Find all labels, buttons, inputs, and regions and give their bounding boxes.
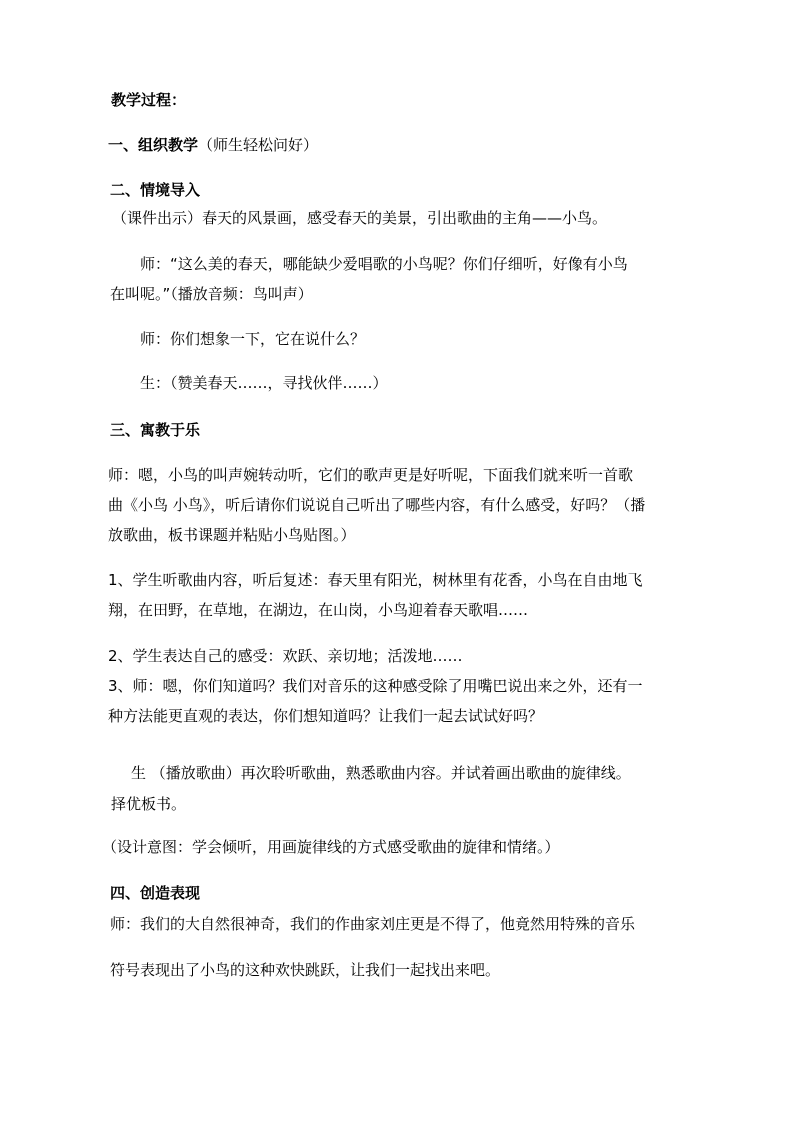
section-2-paragraph-2-line-1: 师：“这么美的春天，哪能缺少爱唱歌的小鸟呢？你们仔细听，好像有小鸟 (140, 255, 628, 273)
section-2-paragraph-2-line-2: 在叫呢。”（播放音频：鸟叫声） (110, 285, 313, 303)
section-4-paragraph-line-2: 符号表现出了小鸟的这种欢快跳跃，让我们一起找出来吧。 (110, 961, 501, 979)
list-item-1-line-1: 1、学生听歌曲内容，听后复述：春天里有阳光，树林里有花香，小鸟在自由地飞 (108, 571, 643, 589)
section-2-paragraph-1: （课件出示）春天的风景画，感受春天的美景，引出歌曲的主角——小鸟。 (112, 209, 608, 227)
section-2-paragraph-3: 师：你们想象一下，它在说什么？ (140, 330, 366, 348)
section-4-paragraph-line-1: 师：我们的大自然很神奇，我们的作曲家刘庄更是不得了，他竟然用特殊的音乐 (110, 915, 636, 933)
lesson-process-heading: 教学过程： (111, 91, 187, 109)
section-3-title: 三、寓教于乐 (110, 421, 201, 439)
list-item-2: 2、学生表达自己的感受：欢跃、亲切地；活泼地…… (108, 647, 463, 665)
section-2-paragraph-4: 生：（赞美春天……，寻找伙伴……） (140, 374, 388, 392)
section-3-paragraph-1-line-2: 曲《小鸟 小鸟》，听后请你们说说自己听出了哪些内容，有什么感受，好吗？（播 (108, 496, 646, 514)
list-item-3-line-2: 种方法能更直观的表达，你们想知道吗？让我们一起去试试好吗？ (108, 707, 544, 725)
section-1-line (108, 136, 318, 154)
student-activity-line-1: 生 （播放歌曲）再次聆听歌曲，熟悉歌曲内容。并试着画出歌曲的旋律线。 (131, 764, 631, 782)
list-item-1-line-2: 翔，在田野，在草地，在湖边，在山岗，小鸟迎着春天歌唱…… (108, 601, 529, 619)
section-1-title: 一、组织教学 (108, 136, 199, 154)
section-4-title: 四、创造表现 (110, 884, 201, 902)
section-3-paragraph-1-line-1: 师：嗯，小鸟的叫声婉转动听，它们的歌声更是好听呢，下面我们就来听一首歌 (108, 466, 634, 484)
list-item-3-line-1: 3、师：嗯，你们知道吗？我们对音乐的这种感受除了用嘴巴说出来之外，还有一 (108, 677, 643, 695)
design-intent-note: （设计意图：学会倾听，用画旋律线的方式感受歌曲的旋律和情绪。） (102, 838, 560, 856)
student-activity-line-2: 择优板书。 (111, 795, 187, 813)
section-2-title: 二、情境导入 (110, 181, 201, 199)
section-1-note: （师生轻松问好） (198, 136, 319, 154)
section-3-paragraph-1-line-3: 放歌曲，板书课题并粘贴小鸟贴图。） (108, 526, 356, 544)
